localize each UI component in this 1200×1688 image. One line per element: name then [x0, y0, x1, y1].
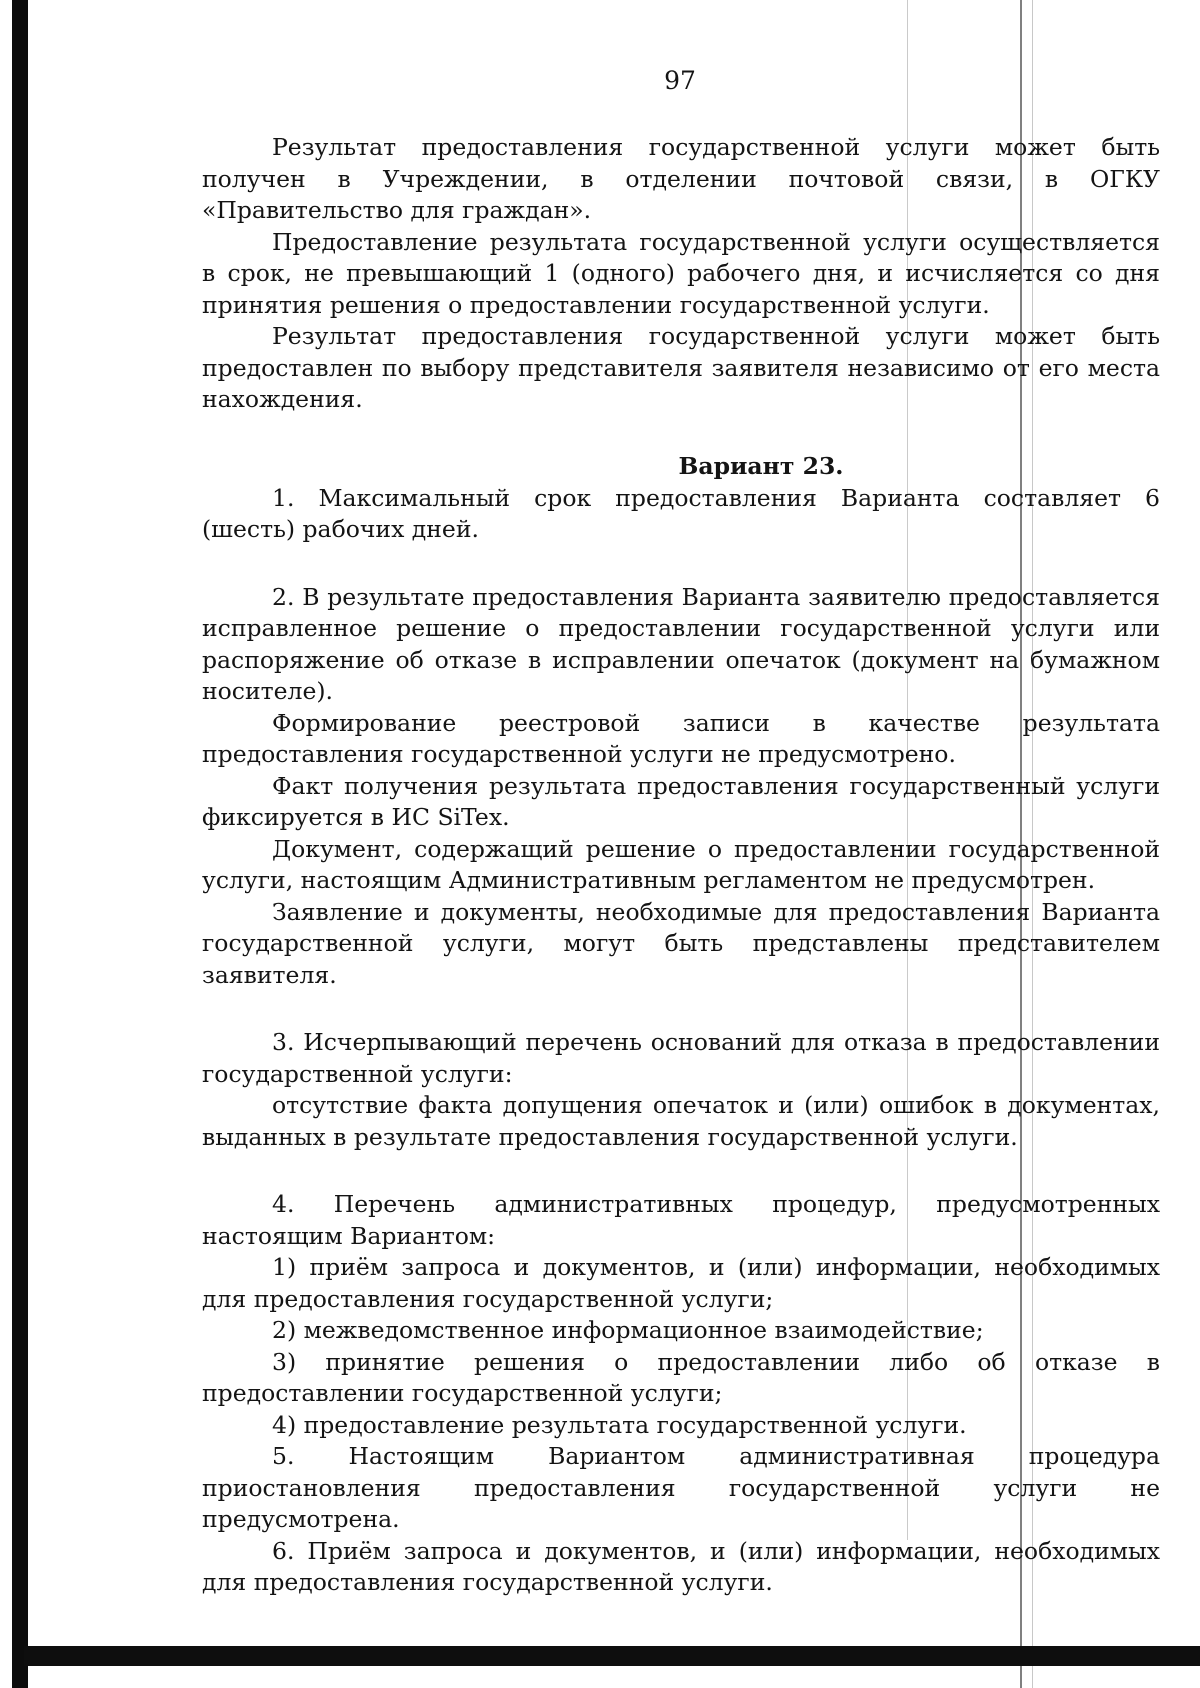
- page-number: 97: [664, 66, 696, 95]
- intro-section: [202, 132, 1160, 416]
- paragraph: Результат предоставления государственной услуги может быть предоставлен по выбору представителя заявителя независимо от его места нахождения.: [202, 322, 1160, 413]
- paragraph: Документ, содержащий решение о предоставлении государственной услуги, настоящим Административным регламентом не предусмотрен.: [202, 834, 1160, 894]
- variant-section: [202, 451, 1160, 1599]
- list-item: 2) межведомственное информационное взаимодействие;: [272, 1316, 984, 1344]
- paragraph: 1. Максимальный срок предоставления Варианта составляет 6 (шесть) рабочих дней.: [202, 483, 1160, 543]
- list-item: 3) принятие решения о предоставлении либо об отказе в предоставлении государственной услуги;: [202, 1347, 1160, 1407]
- paragraph: Предоставление результата государственной услуги осуществляется в срок, не превышающий 1 (одного) рабочего дня, и исчисляется со дня принятия решения о предоставлении государственной услуги.: [202, 227, 1160, 319]
- scan-edge-left: [12, 0, 28, 1688]
- list-item: 1) приём запроса и документов, и (или) информации, необходимых для предоставления государственной услуги;: [202, 1253, 1160, 1313]
- paragraph: отсутствие факта допущения опечаток и (или) ошибок в документах, выданных в результате предоставления государственной услуги.: [202, 1091, 1160, 1151]
- variant-heading: Вариант 23.: [678, 452, 844, 480]
- paragraph: 2. В результате предоставления Варианта заявителю предоставляется исправленное решение о предоставлении государственной услуги или распоряжение об отказе в исправлении опечаток (документ на бумажном носителе).: [202, 582, 1160, 705]
- paragraph: Заявление и документы, необходимые для предоставления Варианта государственной услуги, могут быть представлены представителем заявителя.: [202, 897, 1160, 989]
- paragraph: 3. Исчерпывающий перечень оснований для отказа в предоставлении государственной услуги:: [202, 1028, 1160, 1088]
- paragraph: 5. Настоящим Вариантом административная процедура приостановления предоставления государственной услуги не предусмотрена.: [202, 1442, 1160, 1533]
- paragraph: Факт получения результата предоставления государственный услуги фиксируется в ИС SiTex.: [202, 771, 1160, 831]
- paragraph: 6. Приём запроса и документов, и (или) информации, необходимых для предоставления государственной услуги.: [202, 1536, 1160, 1596]
- paragraph: Формирование реестровой записи в качестве результата предоставления государственной услуги не предусмотрено.: [202, 708, 1160, 768]
- paragraph: 4. Перечень административных процедур, предусмотренных настоящим Вариантом:: [202, 1190, 1160, 1250]
- scan-edge-bottom: [24, 1646, 1200, 1666]
- paragraph: Результат предоставления государственной услуги может быть получен в Учреждении, в отделении почтовой связи, в ОГКУ «Правительство для граждан».: [202, 133, 1160, 224]
- list-item: 4) предоставление результата государственной услуги.: [272, 1410, 967, 1439]
